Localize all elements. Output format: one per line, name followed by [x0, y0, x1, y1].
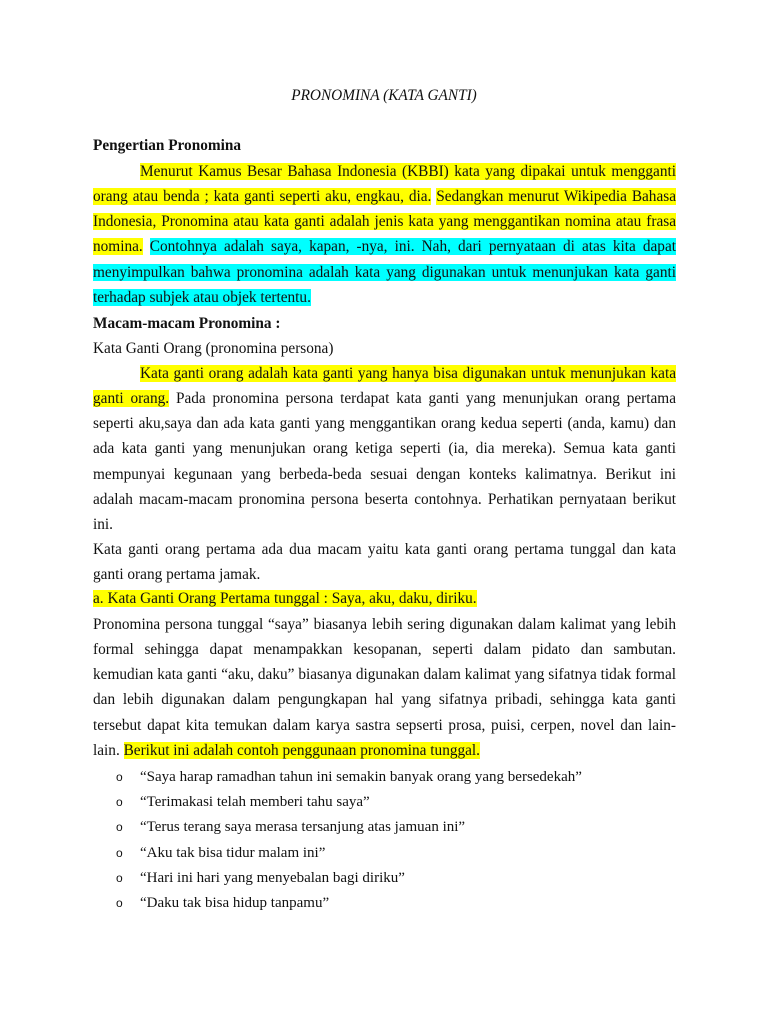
persona-definition: Kata ganti orang adalah kata ganti yang hanya bisa digunakan untuk menunjukan kata ganti orang.: [93, 365, 676, 408]
section-heading-macam: Macam-macam Pronomina :: [93, 315, 281, 332]
example-text: “Terimakasi telah memberi tahu saya”: [140, 794, 370, 811]
bullet-marker: o: [116, 795, 123, 810]
bullet-marker: o: [116, 845, 123, 860]
example-text: “Daku tak bisa hidup tanpamu”: [140, 894, 330, 911]
paragraph-definition: [93, 159, 676, 310]
example-text: “Hari ini hari yang menyebalan bagi diriku”: [140, 869, 405, 886]
bullet-marker: o: [116, 820, 123, 835]
definition-wikipedia: Sedangkan menurut Wikipedia Bahasa Indonesia, Pronomina atau kata ganti adalah jenis kata yang menggantikan nomina atau frasa nomina.: [93, 188, 676, 256]
tunggal-explanation: Pronomina persona tunggal “saya” biasanya lebih sering digunakan dalam kalimat yang lebih formal sehingga dapat menampakkan kesopanan, seperti dalam pidato dan sambutan. kemudian kata ganti “aku, daku” biasanya digunakan dalam kalimat yang sifatnya tidak formal dan lebih digunakan dalam pengungkapan hal yang sifatnya pribadi, sehingga kata ganti tersebut dapat kita temukan dalam karya sastra sepserti prosa, puisi, cerpen, novel dan lain-lain.: [93, 616, 676, 759]
example-text: “Terus terang saya merasa tersanjung atas jamuan ini”: [140, 819, 466, 836]
paragraph-persona: [93, 361, 676, 537]
item-a-heading: a. Kata Ganti Orang Pertama tunggal : Saya, aku, daku, diriku.: [93, 590, 477, 607]
bullet-marker: o: [116, 770, 123, 784]
paragraph-tunggal: [93, 612, 676, 763]
bullet-marker: o: [116, 895, 123, 910]
bullet-marker: o: [116, 870, 123, 885]
subheading-kata-ganti-orang: Kata Ganti Orang (pronomina persona): [93, 340, 334, 357]
example-text: “Saya harap ramadhan tahun ini semakin banyak orang yang bersedekah”: [140, 769, 582, 785]
definition-conclusion: Contohnya adalah saya, kapan, -nya, ini. Nah, dari pernyataan di atas kita dapat menyimpulkan bahwa pronomina adalah kata yang digunakan untuk menunjukan kata ganti terhadap subjek atau objek tertentu.: [93, 238, 676, 306]
paragraph-orang-pertama: Kata ganti orang pertama ada dua macam yaitu kata ganti orang pertama tunggal dan kata ganti orang pertama jamak.: [93, 541, 676, 584]
document-title: PRONOMINA (KATA GANTI): [291, 87, 477, 104]
example-text: “Aku tak bisa tidur malam ini”: [140, 844, 326, 861]
definition-kbbi: Menurut Kamus Besar Bahasa Indonesia (KBBI) kata yang dipakai untuk mengganti orang atau benda ; kata ganti seperti aku, engkau, dia.: [93, 163, 676, 206]
section-heading-pengertian: Pengertian Pronomina: [93, 137, 242, 154]
persona-explanation: Pada pronomina persona terdapat kata ganti yang menunjukan orang pertama seperti aku,saya dan ada kata ganti yang menggantikan orang kedua seperti (anda, kamu) dan ada kata ganti yang menunjukan orang ketiga seperti (ia, dia mereka). Semua kata ganti mempunyai kegunaan yang berbeda-beda sesuai dengan konteks kalimatnya. Berikut ini adalah macam-macam pronomina persona beserta contohnya. Perhatikan pernyataan berikut ini.: [93, 390, 676, 533]
tunggal-examples-intro: Berikut ini adalah contoh penggunaan pronomina tunggal.: [123, 741, 481, 759]
